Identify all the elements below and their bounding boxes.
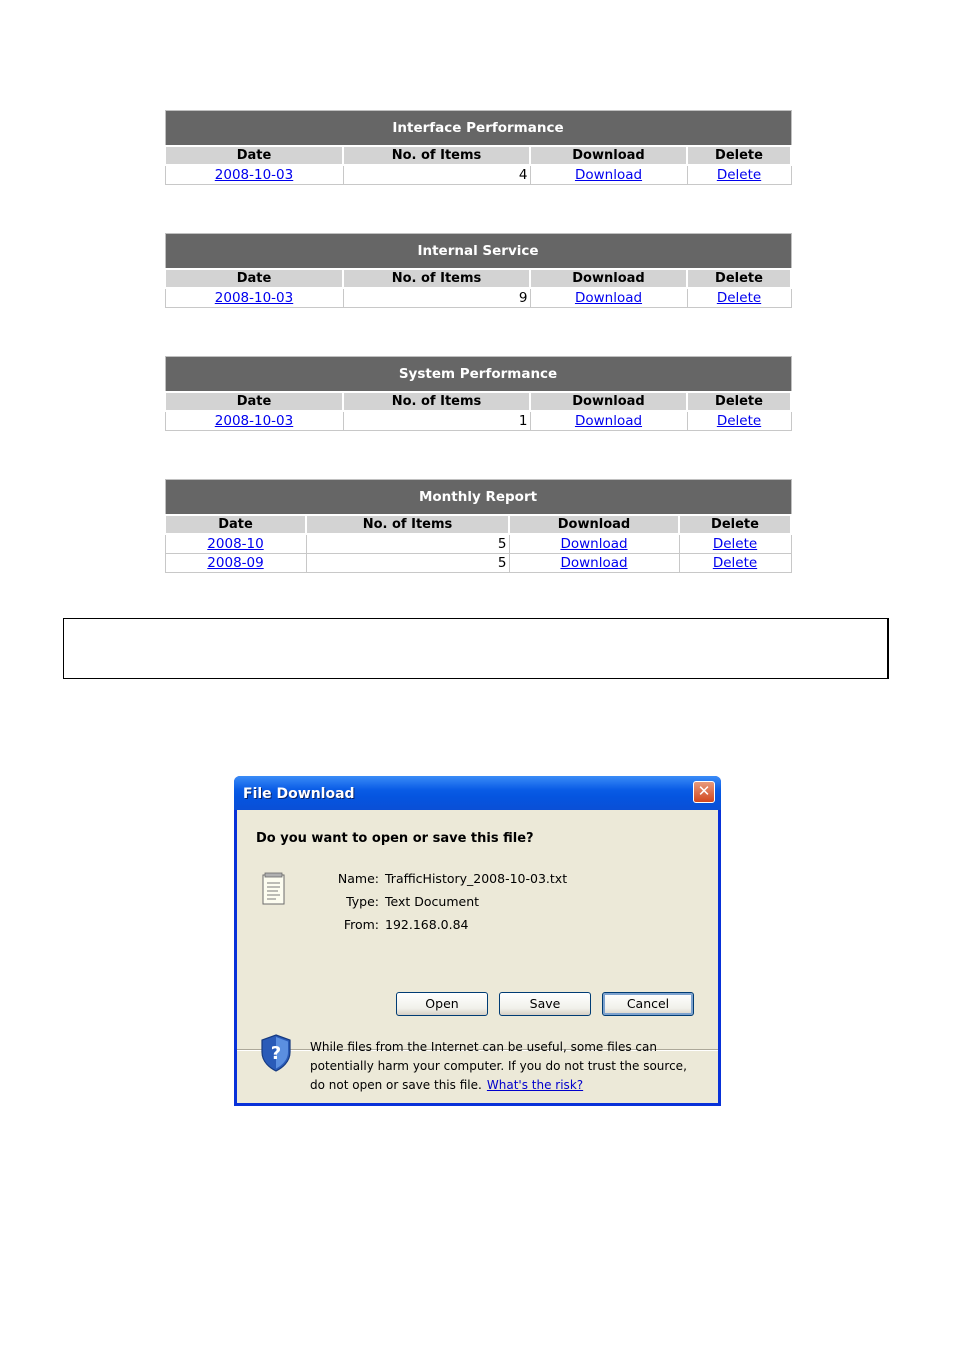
download-link[interactable]: Download [574, 413, 643, 429]
date-link[interactable]: 2008-10-03 [214, 413, 294, 429]
column-header-date: Date [165, 269, 343, 288]
column-header-date: Date [165, 392, 343, 411]
column-header-delete: Delete [687, 269, 791, 288]
system-performance-table [164, 356, 792, 431]
table-row [165, 165, 791, 185]
column-header-items: No. of Items [343, 146, 530, 165]
date-link[interactable]: 2008-10 [207, 536, 264, 552]
column-header-download: Download [530, 392, 687, 411]
security-shield-icon [260, 1034, 292, 1072]
table-title: Monthly Report [165, 480, 791, 516]
column-header-date: Date [165, 146, 343, 165]
table-title: Internal Service [165, 234, 791, 270]
table-row [165, 554, 791, 573]
dialog-titlebar[interactable] [234, 776, 721, 810]
internal-service-table [164, 233, 792, 308]
file-type-row [329, 894, 479, 909]
item-count: 9 [343, 288, 530, 308]
note-box [63, 618, 889, 679]
save-button[interactable]: Save [499, 992, 591, 1016]
warning-text: While files from the Internet can be useful, some files can potentially harm your computer. If you do not trust the source, do not open or save this file. [310, 1040, 687, 1092]
table-row [165, 534, 791, 554]
delete-link[interactable]: Delete [712, 555, 758, 571]
text-document-icon [261, 872, 287, 906]
from-value: 192.168.0.84 [385, 917, 469, 932]
name-label: Name: [337, 871, 379, 886]
delete-link[interactable]: Delete [716, 413, 762, 429]
column-header-items: No. of Items [306, 515, 509, 534]
type-label: Type: [346, 894, 379, 909]
item-count: 5 [306, 534, 509, 554]
date-link[interactable]: 2008-10-03 [214, 290, 294, 306]
svg-text:?: ? [270, 1043, 282, 1064]
column-header-download: Download [530, 269, 687, 288]
file-download-dialog [234, 776, 721, 1106]
item-count: 1 [343, 411, 530, 431]
column-header-items: No. of Items [343, 269, 530, 288]
security-warning [310, 1036, 705, 1093]
item-count: 4 [343, 165, 530, 185]
cancel-button[interactable]: Cancel [602, 992, 694, 1016]
name-value: TrafficHistory_2008-10-03.txt [385, 871, 568, 886]
dialog-title: File Download [243, 786, 355, 802]
column-header-download: Download [509, 515, 679, 534]
table-title: System Performance [165, 357, 791, 393]
column-header-download: Download [530, 146, 687, 165]
from-label: From: [343, 917, 379, 932]
delete-link[interactable]: Delete [716, 290, 762, 306]
table-row [165, 288, 791, 308]
column-header-items: No. of Items [343, 392, 530, 411]
column-header-delete: Delete [679, 515, 791, 534]
download-link[interactable]: Download [560, 555, 628, 571]
download-link[interactable]: Download [560, 536, 628, 552]
dialog-body [237, 810, 718, 1103]
date-link[interactable]: 2008-09 [207, 555, 264, 571]
column-header-date: Date [165, 515, 306, 534]
file-source-row [329, 917, 469, 932]
download-link[interactable]: Download [574, 167, 643, 183]
table-row [165, 411, 791, 431]
close-icon[interactable]: ✕ [693, 781, 715, 803]
date-link[interactable]: 2008-10-03 [214, 167, 294, 183]
delete-link[interactable]: Delete [716, 167, 762, 183]
interface-performance-table [164, 110, 792, 185]
download-link[interactable]: Download [574, 290, 643, 306]
item-count: 5 [306, 554, 509, 573]
type-value: Text Document [385, 894, 480, 909]
monthly-report-table [164, 479, 792, 573]
column-header-delete: Delete [687, 146, 791, 165]
whats-the-risk-link[interactable]: What's the risk? [486, 1078, 584, 1092]
open-button[interactable]: Open [396, 992, 488, 1016]
table-title: Interface Performance [165, 111, 791, 147]
file-name-row [329, 871, 567, 886]
column-header-delete: Delete [687, 392, 791, 411]
delete-link[interactable]: Delete [712, 536, 758, 552]
dialog-question: Do you want to open or save this file? [256, 831, 534, 846]
